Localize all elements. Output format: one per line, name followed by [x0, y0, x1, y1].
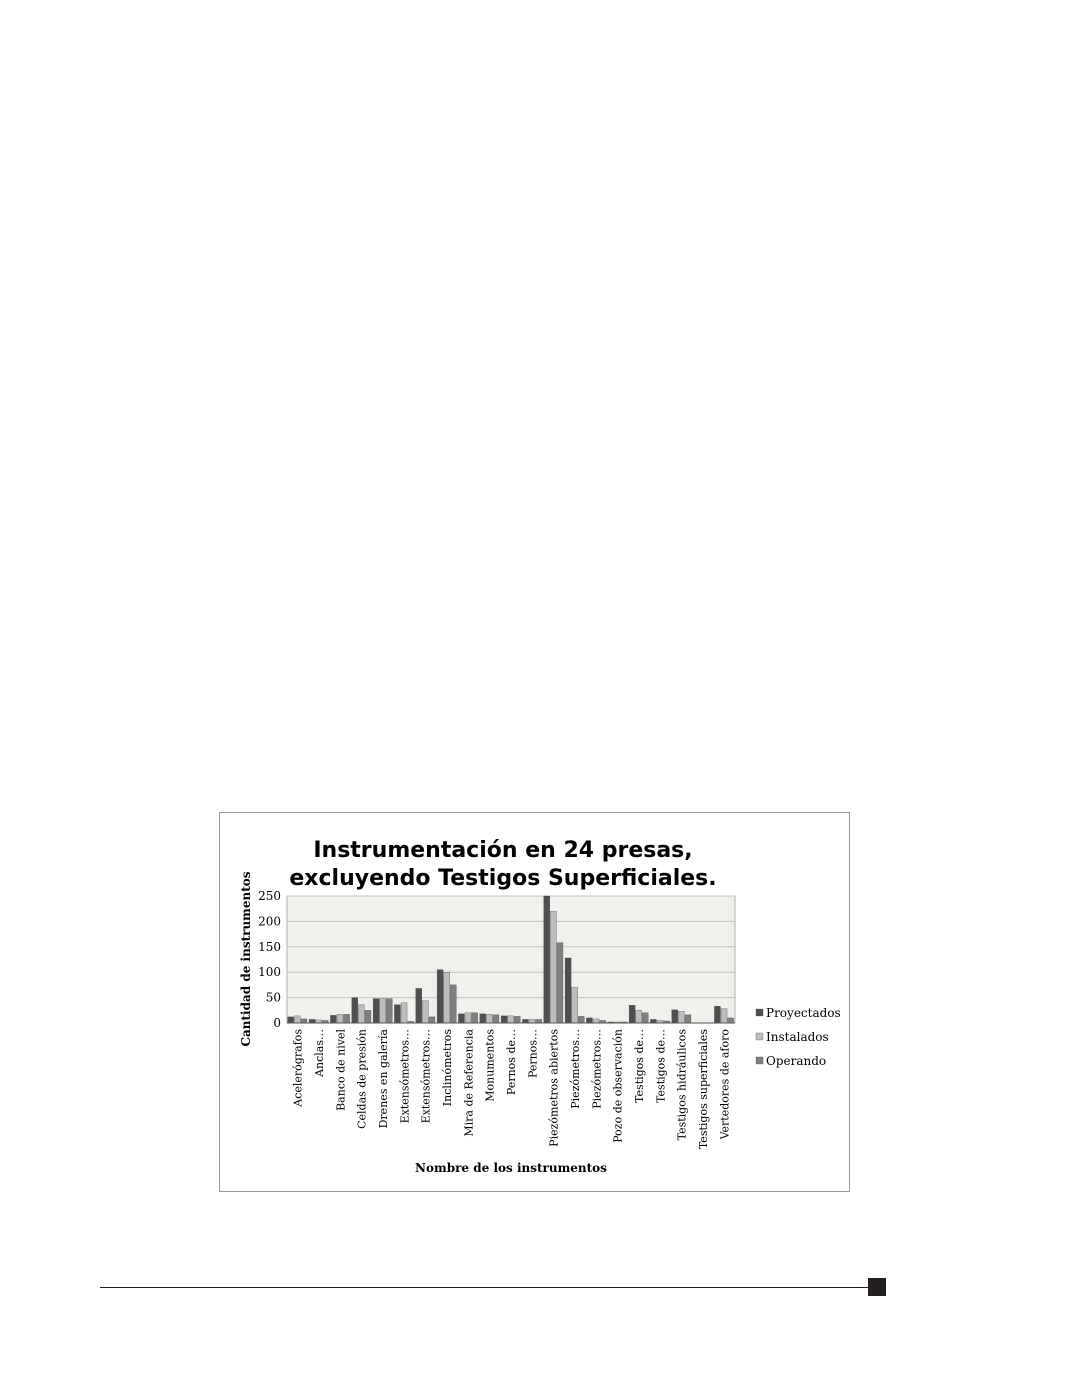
y-tick-label: 150 [258, 939, 281, 954]
legend-label-instalados: Instalados [766, 1030, 829, 1044]
bar-operando-4 [386, 999, 392, 1023]
bar-proyectados-17 [650, 1019, 656, 1023]
x-tick-label: Extensómetros… [398, 1029, 412, 1124]
bar-proyectados-3 [352, 998, 358, 1023]
bar-instalados-12 [550, 911, 556, 1023]
x-tick-label: Pozo de observación [611, 1029, 625, 1143]
x-tick-label: Anclas… [313, 1029, 326, 1077]
bar-operando-12 [557, 943, 563, 1023]
bar-instalados-9 [486, 1014, 492, 1023]
bar-proyectados-6 [416, 988, 422, 1023]
bar-proyectados-10 [501, 1016, 507, 1023]
bar-proyectados-7 [437, 970, 443, 1023]
bar-chart [220, 813, 849, 1191]
bar-operando-6 [429, 1017, 435, 1023]
x-tick-label: Inclinómetros [441, 1029, 454, 1107]
bar-instalados-18 [678, 1011, 684, 1023]
bar-instalados-13 [572, 987, 578, 1023]
legend-swatch-instalados [756, 1033, 763, 1040]
y-axis-title: Cantidad de instrumentos [239, 871, 253, 1047]
chart-title-line-1: Instrumentación en 24 presas, [313, 838, 693, 863]
x-tick-label: Monumentos [483, 1029, 497, 1102]
legend [756, 1006, 841, 1068]
bar-proyectados-5 [394, 1005, 400, 1023]
legend-label-operando: Operando [766, 1054, 827, 1068]
bar-instalados-0 [294, 1016, 300, 1023]
footer-rule [100, 1287, 868, 1288]
x-tick-label: Testigos de… [654, 1029, 668, 1103]
y-tick-label: 100 [258, 965, 281, 980]
bar-operando-20 [728, 1018, 734, 1023]
footer-square-marker [868, 1278, 886, 1296]
bar-proyectados-2 [330, 1015, 336, 1023]
bar-proyectados-4 [373, 999, 379, 1023]
x-axis-title: Nombre de los instrumentos [415, 1161, 607, 1175]
x-tick-label: Mira de Referencia [462, 1029, 476, 1137]
bar-proyectados-13 [565, 958, 571, 1023]
x-tick-label: Extensómetros… [419, 1029, 433, 1124]
x-tick-label: Acelerógrafos [291, 1029, 305, 1107]
x-tick-label: Pernos… [526, 1029, 540, 1079]
bar-operando-2 [344, 1014, 350, 1023]
bar-instalados-8 [465, 1013, 471, 1023]
y-tick-label: 0 [273, 1016, 281, 1030]
x-tick-label: Banco de nivel [334, 1029, 348, 1111]
bar-operando-10 [514, 1016, 520, 1023]
bar-instalados-7 [444, 972, 450, 1023]
y-tick-label: 50 [265, 990, 281, 1005]
bar-operando-8 [472, 1013, 478, 1023]
bar-instalados-4 [380, 999, 386, 1023]
bar-operando-0 [301, 1019, 307, 1023]
bar-proyectados-16 [629, 1005, 635, 1023]
bar-instalados-3 [358, 1005, 364, 1023]
legend-swatch-operando [756, 1057, 763, 1064]
bar-proyectados-18 [672, 1010, 678, 1023]
chart-frame [219, 812, 850, 1192]
x-tick-label: Drenes en galería [377, 1029, 390, 1129]
chart-title-line-2: excluyendo Testigos Superficiales. [289, 866, 717, 891]
x-tick-label: Piezómetros… [590, 1029, 604, 1109]
x-tick-label: Vertedores de aforo [718, 1029, 732, 1140]
legend-swatch-proyectados [756, 1009, 763, 1016]
bar-instalados-5 [401, 1003, 407, 1023]
bar-instalados-10 [508, 1016, 514, 1023]
x-tick-label: Testigos superficiales [697, 1029, 710, 1150]
bar-operando-18 [685, 1015, 691, 1023]
bar-operando-9 [493, 1015, 499, 1023]
x-tick-label: Piezómetros… [569, 1029, 582, 1109]
bar-instalados-16 [636, 1010, 642, 1023]
x-tick-label: Celdas de presión [355, 1029, 369, 1129]
bar-proyectados-8 [458, 1014, 464, 1023]
bar-operando-11 [536, 1019, 542, 1023]
bar-instalados-14 [593, 1019, 599, 1023]
x-tick-label: Pernos de… [505, 1029, 518, 1096]
x-tick-label: Testigos hidráulicos [675, 1029, 689, 1141]
bar-proyectados-11 [522, 1019, 528, 1023]
bar-instalados-11 [529, 1019, 535, 1023]
y-tick-label: 200 [258, 914, 281, 929]
bar-proyectados-1 [309, 1019, 315, 1023]
bar-operando-13 [578, 1016, 584, 1023]
bar-operando-16 [642, 1013, 648, 1023]
y-tick-label: 250 [258, 889, 281, 903]
bar-proyectados-14 [586, 1018, 592, 1023]
bar-operando-7 [450, 985, 456, 1023]
bar-operando-3 [365, 1010, 371, 1023]
bar-proyectados-12 [544, 896, 550, 1023]
bar-proyectados-20 [714, 1006, 720, 1023]
bar-instalados-20 [721, 1009, 727, 1023]
bar-instalados-2 [337, 1014, 343, 1023]
x-tick-label: Piezómetros abiertos [547, 1029, 561, 1147]
bar-proyectados-9 [480, 1014, 486, 1023]
legend-label-proyectados: Proyectados [766, 1006, 841, 1020]
bar-instalados-6 [422, 1001, 428, 1023]
bar-proyectados-0 [288, 1017, 294, 1023]
x-tick-label: Testigos de… [633, 1029, 646, 1103]
